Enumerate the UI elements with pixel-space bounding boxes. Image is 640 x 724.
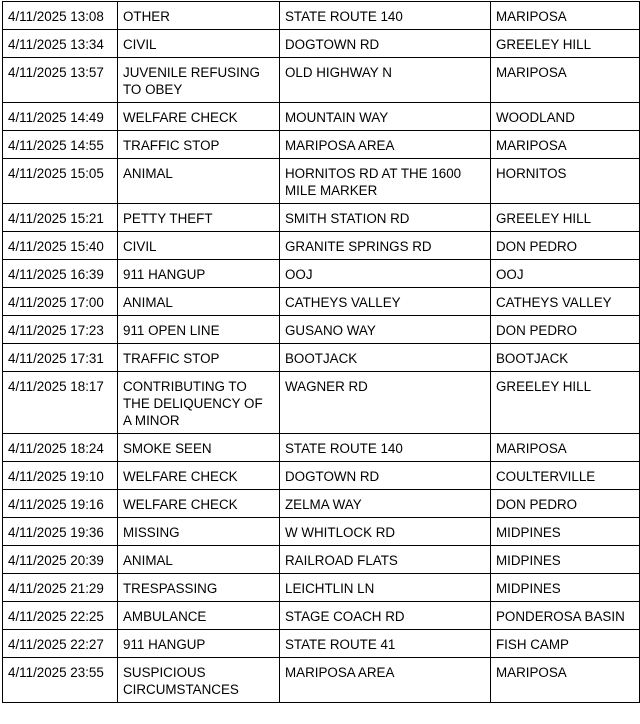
area-cell: MARIPOSA <box>491 2 640 30</box>
area-cell: BOOTJACK <box>491 344 640 372</box>
area-cell: HORNITOS <box>491 159 640 204</box>
location-cell: W WHITLOCK RD <box>280 518 491 546</box>
location-cell: STAGE COACH RD <box>280 602 491 630</box>
location-cell: STATE ROUTE 140 <box>280 2 491 30</box>
date-time-cell: 4/11/2025 14:55 <box>3 131 118 159</box>
incident-type-cell: SUSPICIOUS CIRCUMSTANCES <box>118 658 280 703</box>
incident-type-cell: WELFARE CHECK <box>118 490 280 518</box>
incident-type-cell: CIVIL <box>118 232 280 260</box>
incident-type-cell: TRESPASSING <box>118 574 280 602</box>
date-time-cell: 4/11/2025 15:05 <box>3 159 118 204</box>
location-cell: GRANITE SPRINGS RD <box>280 232 491 260</box>
date-time-cell: 4/11/2025 22:25 <box>3 602 118 630</box>
date-time-cell: 4/11/2025 13:57 <box>3 58 118 103</box>
table-row <box>3 546 640 574</box>
table-row <box>3 103 640 131</box>
location-cell: OOJ <box>280 260 491 288</box>
table-row <box>3 462 640 490</box>
area-cell: FISH CAMP <box>491 630 640 658</box>
area-cell: CATHEYS VALLEY <box>491 288 640 316</box>
area-cell: COULTERVILLE <box>491 462 640 490</box>
location-cell: SMITH STATION RD <box>280 204 491 232</box>
area-cell: MIDPINES <box>491 546 640 574</box>
area-cell: MIDPINES <box>491 574 640 602</box>
table-row <box>3 372 640 434</box>
call-log-body <box>3 2 640 703</box>
incident-type-cell: WELFARE CHECK <box>118 462 280 490</box>
date-time-cell: 4/11/2025 23:55 <box>3 658 118 703</box>
location-cell: LEICHTLIN LN <box>280 574 491 602</box>
location-cell: STATE ROUTE 41 <box>280 630 491 658</box>
incident-type-cell: MISSING <box>118 518 280 546</box>
location-cell: BOOTJACK <box>280 344 491 372</box>
incident-type-cell: ANIMAL <box>118 159 280 204</box>
date-time-cell: 4/11/2025 19:10 <box>3 462 118 490</box>
location-cell: MARIPOSA AREA <box>280 131 491 159</box>
location-cell: ZELMA WAY <box>280 490 491 518</box>
incident-type-cell: TRAFFIC STOP <box>118 344 280 372</box>
table-row <box>3 490 640 518</box>
incident-type-cell: JUVENILE REFUSING TO OBEY <box>118 58 280 103</box>
area-cell: MARIPOSA <box>491 58 640 103</box>
incident-type-cell: SMOKE SEEN <box>118 434 280 462</box>
area-cell: MARIPOSA <box>491 434 640 462</box>
area-cell: WOODLAND <box>491 103 640 131</box>
location-cell: HORNITOS RD AT THE 1600 MILE MARKER <box>280 159 491 204</box>
table-row <box>3 316 640 344</box>
incident-type-cell: OTHER <box>118 2 280 30</box>
incident-type-cell: ANIMAL <box>118 288 280 316</box>
area-cell: DON PEDRO <box>491 490 640 518</box>
incident-type-cell: CONTRIBUTING TO THE DELIQUENCY OF A MINOR <box>118 372 280 434</box>
location-cell: RAILROAD FLATS <box>280 546 491 574</box>
location-cell: MOUNTAIN WAY <box>280 103 491 131</box>
area-cell: DON PEDRO <box>491 316 640 344</box>
table-row <box>3 131 640 159</box>
date-time-cell: 4/11/2025 19:36 <box>3 518 118 546</box>
incident-type-cell: CIVIL <box>118 30 280 58</box>
date-time-cell: 4/11/2025 16:39 <box>3 260 118 288</box>
date-time-cell: 4/11/2025 15:21 <box>3 204 118 232</box>
date-time-cell: 4/11/2025 13:34 <box>3 30 118 58</box>
date-time-cell: 4/11/2025 18:17 <box>3 372 118 434</box>
incident-type-cell: 911 OPEN LINE <box>118 316 280 344</box>
table-row <box>3 518 640 546</box>
location-cell: DOGTOWN RD <box>280 30 491 58</box>
table-row <box>3 204 640 232</box>
table-row <box>3 658 640 703</box>
date-time-cell: 4/11/2025 18:24 <box>3 434 118 462</box>
table-row <box>3 602 640 630</box>
date-time-cell: 4/11/2025 15:40 <box>3 232 118 260</box>
table-row <box>3 58 640 103</box>
table-row <box>3 434 640 462</box>
location-cell: OLD HIGHWAY N <box>280 58 491 103</box>
area-cell: GREELEY HILL <box>491 372 640 434</box>
table-row <box>3 260 640 288</box>
table-row <box>3 159 640 204</box>
area-cell: OOJ <box>491 260 640 288</box>
table-row <box>3 2 640 30</box>
area-cell: GREELEY HILL <box>491 30 640 58</box>
area-cell: MIDPINES <box>491 518 640 546</box>
area-cell: PONDEROSA BASIN <box>491 602 640 630</box>
location-cell: CATHEYS VALLEY <box>280 288 491 316</box>
table-row <box>3 630 640 658</box>
date-time-cell: 4/11/2025 22:27 <box>3 630 118 658</box>
table-row <box>3 288 640 316</box>
location-cell: STATE ROUTE 140 <box>280 434 491 462</box>
table-row <box>3 574 640 602</box>
incident-type-cell: PETTY THEFT <box>118 204 280 232</box>
area-cell: MARIPOSA <box>491 131 640 159</box>
table-row <box>3 30 640 58</box>
area-cell: GREELEY HILL <box>491 204 640 232</box>
area-cell: DON PEDRO <box>491 232 640 260</box>
date-time-cell: 4/11/2025 13:08 <box>3 2 118 30</box>
location-cell: GUSANO WAY <box>280 316 491 344</box>
date-time-cell: 4/11/2025 17:23 <box>3 316 118 344</box>
incident-type-cell: 911 HANGUP <box>118 260 280 288</box>
date-time-cell: 4/11/2025 17:31 <box>3 344 118 372</box>
location-cell: MARIPOSA AREA <box>280 658 491 703</box>
location-cell: WAGNER RD <box>280 372 491 434</box>
date-time-cell: 4/11/2025 21:29 <box>3 574 118 602</box>
area-cell: MARIPOSA <box>491 658 640 703</box>
date-time-cell: 4/11/2025 17:00 <box>3 288 118 316</box>
incident-type-cell: TRAFFIC STOP <box>118 131 280 159</box>
date-time-cell: 4/11/2025 19:16 <box>3 490 118 518</box>
location-cell: DOGTOWN RD <box>280 462 491 490</box>
date-time-cell: 4/11/2025 14:49 <box>3 103 118 131</box>
call-log-table <box>2 1 640 703</box>
incident-type-cell: WELFARE CHECK <box>118 103 280 131</box>
incident-type-cell: 911 HANGUP <box>118 630 280 658</box>
incident-type-cell: AMBULANCE <box>118 602 280 630</box>
incident-type-cell: ANIMAL <box>118 546 280 574</box>
date-time-cell: 4/11/2025 20:39 <box>3 546 118 574</box>
table-row <box>3 344 640 372</box>
table-row <box>3 232 640 260</box>
